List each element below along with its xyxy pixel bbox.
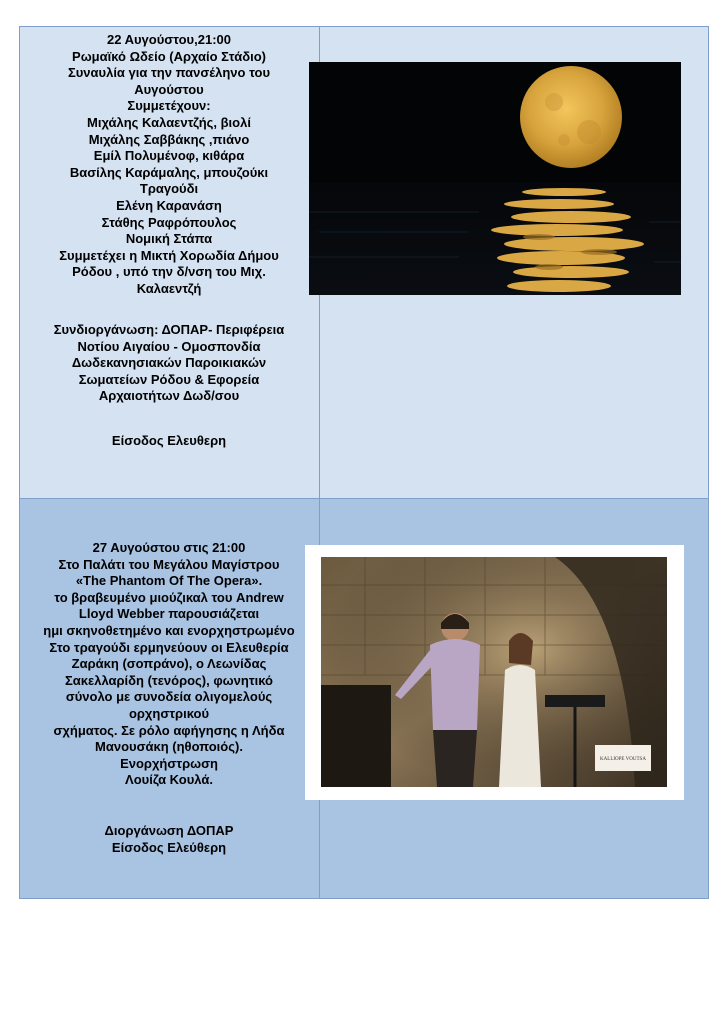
photo-watermark: KALLIOPE VOUTSA [600, 757, 646, 762]
full-moon-photo [309, 62, 681, 295]
event2-details: 27 Αυγούστου στις 21:00 Στο Παλάτι του Μεγάλου Μαγίστρου «The Phantom Of The Opera». το βραβευμένο μιούζικαλ του Andrew Lloyd Webber παρουσιάζεται ημι σκηνοθετημένο και ενορχηστρωμένο Στο τραγούδι ερμηνεύουν οι Ελευθερία Ζαράκη (σοπράνο), ο Λεωνίδας Σακελλαρίδη (τενόρος), φωνητικό σύνολο με συνοδεία ολιγομελούς ορχηστρικού σχήματος. Σε ρόλο αφήγησης η Λήδα Μανουσάκη (ηθοποιός). Ενορχήστρωση Λουίζα Κουλά. [43, 540, 295, 788]
event2-footer: Διοργάνωση ΔΟΠΑΡ Είσοδος Ελεύθερη [104, 823, 234, 855]
event1-entry: Είσοδος Ελευθερη [111, 433, 227, 448]
event1-organizers: Συνδιοργάνωση: ΔΟΠΑΡ- Περιφέρεια Νοτίου Αιγαίου - Ομοσπονδία Δωδεκανησιακών Παροικιακών Σωματείων Ρόδου & Εφορεία Αρχαιοτήτων Δωδ/σου [53, 322, 285, 404]
event1-details: 22 Αυγούστου,21:00 Ρωμαϊκό Ωδείο (Αρχαίο Στάδιο) Συναυλία για την πανσέληνο του Αυγούστου Συμμετέχουν: Μιχάλης Καλαεντζής, βιολί Μιχάλης Σαββάκης ,πιάνο Εμίλ Πολυμένοφ, κιθάρα Βασίλης Καράμαλης, μπουζούκι Τραγούδι Ελένη Καρανάση Στάθης Ραφρόπουλος Νομική Στάπα Συμμετέχει η Μικτή Χορωδία Δήμου Ρόδου , υπό την δ/νση του Μιχ. Καλαεντζή [59, 32, 279, 296]
opera-performance-photo [305, 545, 684, 800]
